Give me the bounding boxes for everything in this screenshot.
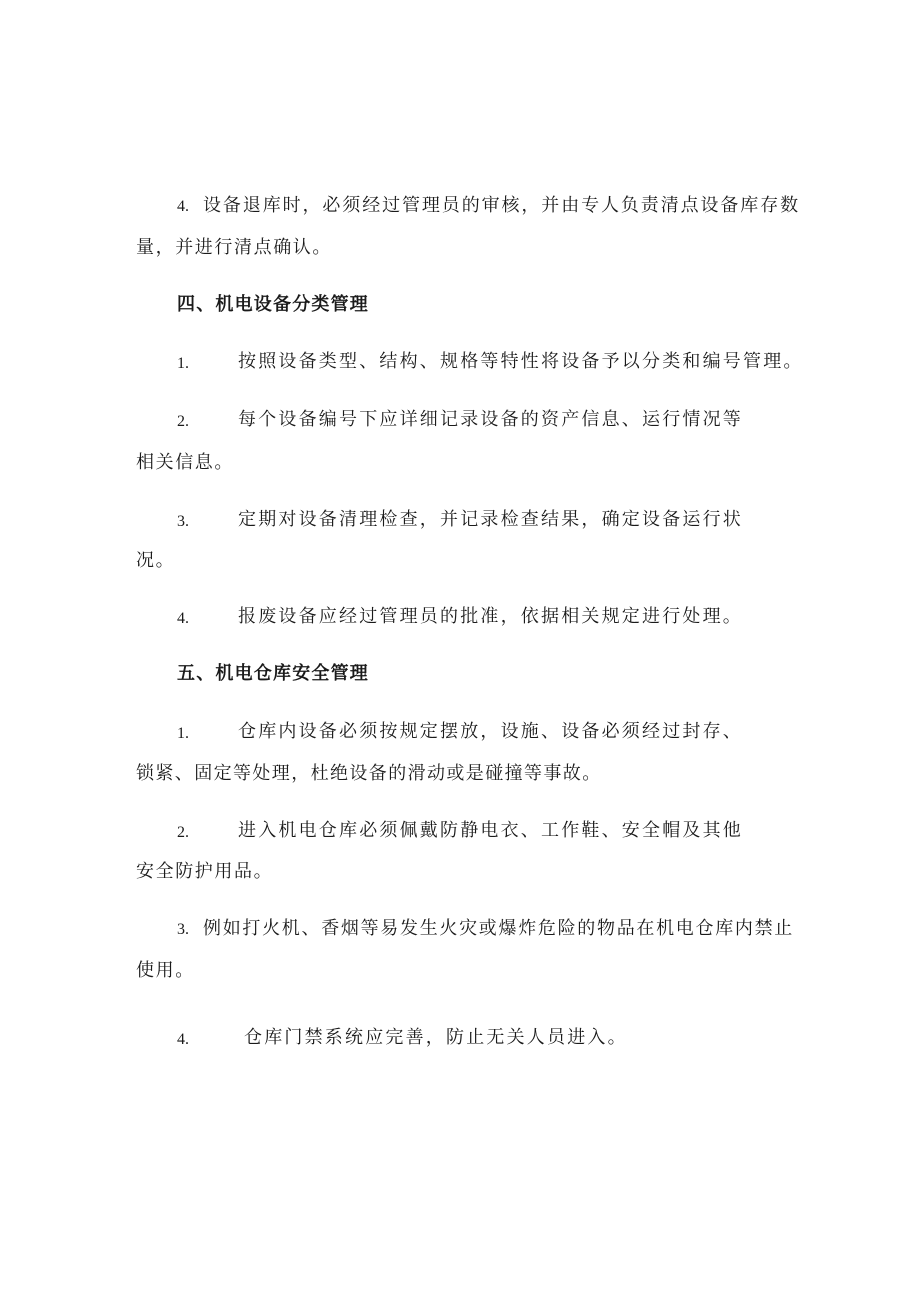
s4-item1-number: 1.: [177, 355, 189, 372]
s4-item2-line2: 相关信息。: [136, 452, 234, 473]
s5-item1-line2: 锁紧、固定等处理，杜绝设备的滑动或是碰撞等事故。: [136, 763, 602, 784]
s4-item3-number: 3.: [177, 513, 189, 530]
s5-item3-line1: 例如打火机、香烟等易发生火灾或爆炸危险的物品在机电仓库内禁止: [203, 918, 794, 939]
s3-item4-number: 4.: [177, 198, 189, 215]
s3-item4-line2: 量，并进行清点确认。: [136, 237, 332, 258]
s5-item2-line2: 安全防护用品。: [136, 861, 274, 882]
s5-item1-number: 1.: [177, 725, 189, 742]
s5-item3-number: 3.: [177, 921, 189, 938]
section-four-heading: 四、机电设备分类管理: [177, 294, 369, 315]
s4-item2-line1: 每个设备编号下应详细记录设备的资产信息、运行情况等: [238, 409, 743, 430]
s5-item3-line2: 使用。: [136, 960, 195, 981]
s4-item2-number: 2.: [177, 413, 189, 430]
s4-item4-number: 4.: [177, 610, 189, 627]
section-five-heading: 五、机电仓库安全管理: [177, 663, 369, 684]
s4-item3-line2: 况。: [136, 550, 176, 571]
s3-item4-line1: 设备退库时，必须经过管理员的审核，并由专人负责清点设备库存数: [203, 195, 800, 216]
s4-item4-line1: 报废设备应经过管理员的批准，依据相关规定进行处理。: [238, 606, 743, 627]
s5-item4-number: 4.: [177, 1031, 189, 1048]
s4-item1-line1: 按照设备类型、结构、规格等特性将设备予以分类和编号管理。: [238, 351, 804, 372]
s5-item4-line1: 仓库门禁系统应完善，防止无关人员进入。: [244, 1027, 628, 1048]
s5-item2-number: 2.: [177, 824, 189, 841]
s5-item1-line1: 仓库内设备必须按规定摆放，设施、设备必须经过封存、: [238, 721, 743, 742]
s5-item2-line1: 进入机电仓库必须佩戴防静电衣、工作鞋、安全帽及其他: [238, 820, 743, 841]
s4-item3-line1: 定期对设备清理检查，并记录检查结果，确定设备运行状: [238, 509, 743, 530]
